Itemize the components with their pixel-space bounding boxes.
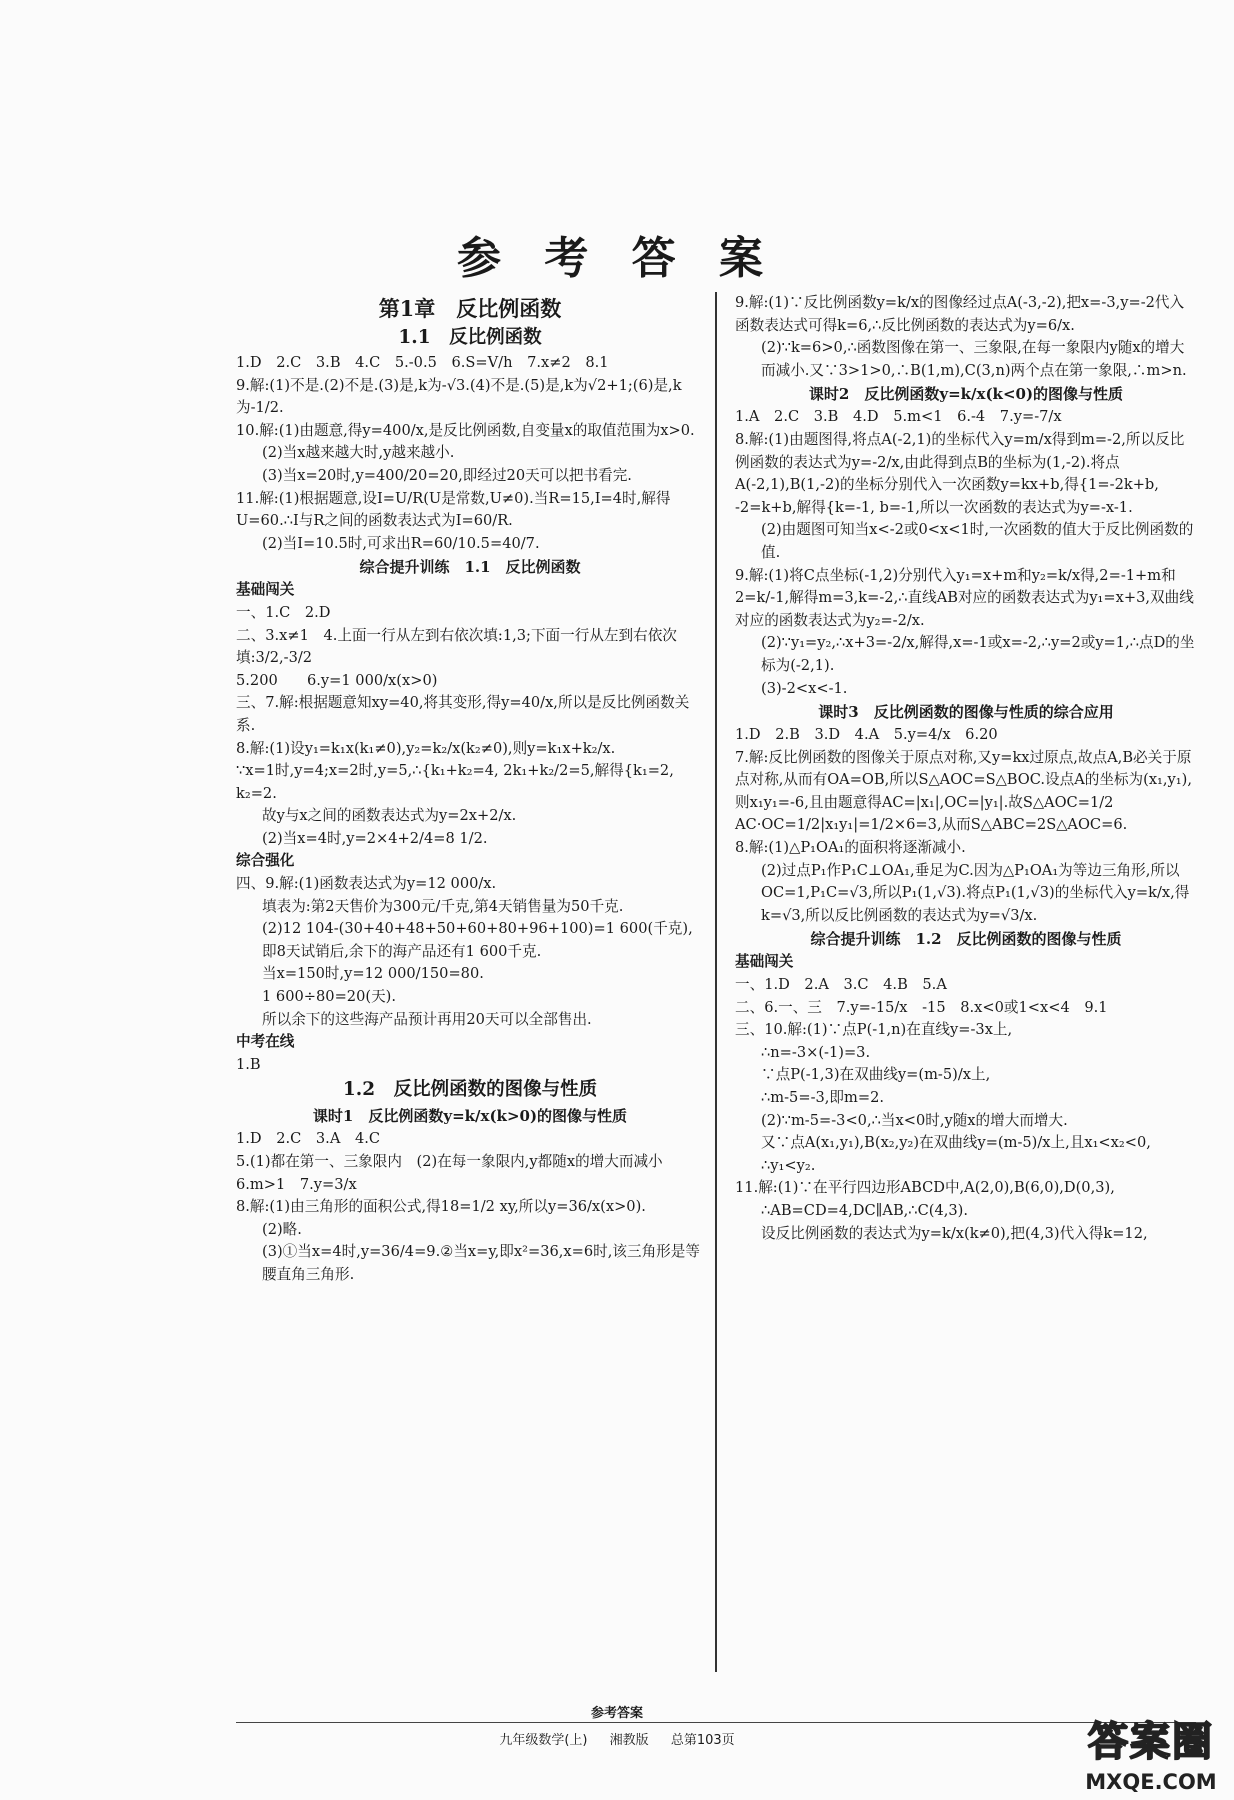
- subsection-label: 基础闯关: [236, 581, 295, 599]
- answer-line: 一、1.D 2.A 3.C 4.B 5.A: [735, 976, 947, 994]
- left-column: [236, 292, 704, 1287]
- answer-line: 8.解:(1)设y₁=k₁x(k₁≠0),y₂=k₂/x(k₂≠0),则y=k₁x+k₂/x.: [236, 739, 616, 757]
- section-heading: 1.1 反比例函数: [398, 327, 542, 348]
- right-column: [735, 292, 1197, 1245]
- footer-grade: 九年级数学(上): [499, 1733, 588, 1748]
- answer-line: ∵x=1时,y=4;x=2时,y=5,∴{k₁+k₂=4, 2k₁+k₂/2=5,解得{k₁=2, k₂=2.: [236, 762, 679, 802]
- answer-line: 设反比例函数的表达式为y=k/x(k≠0),把(4,3)代入得k=12,: [761, 1224, 1148, 1242]
- answer-line: 一、1.C 2.D: [236, 603, 331, 621]
- footer-rule: [236, 1722, 1196, 1723]
- answer-line: 1.A 2.C 3.B 4.D 5.m<1 6.-4 7.y=-7/x: [735, 408, 1062, 426]
- watermark-logo: [1076, 1714, 1226, 1794]
- column-divider: [715, 292, 717, 1672]
- answer-line: ∴y₁<y₂.: [761, 1156, 816, 1174]
- section-heading: 第1章 反比例函数: [378, 296, 562, 321]
- answer-line: (2)过点P₁作P₁C⊥OA₁,垂足为C.因为△P₁OA₁为等边三角形,所以OC=1,P₁C=√3,所以P₁(1,√3).将点P₁(1,√3)的坐标代入y=k/x,得k=√3,所以反比例函数的表达式为y=√3/x.: [761, 861, 1190, 924]
- answer-line: ∴m-5=-3,即m=2.: [761, 1089, 885, 1106]
- answer-line: (2)∵m-5=-3<0,∴当x<0时,y随x的增大而增大.: [761, 1111, 1068, 1129]
- answer-line: 10.解:(1)由题意,得y=400/x,是反比例函数,自变量x的取值范围为x>0.: [236, 421, 695, 439]
- answer-line: 二、6.一、三 7.y=-15/x -15 8.x<0或1<x<4 9.1: [735, 998, 1108, 1016]
- answer-line: 四、9.解:(1)函数表达式为y=12 000/x.: [236, 875, 497, 893]
- answer-line: 所以余下的这些海产品预计再用20天可以全部售出.: [262, 1010, 592, 1028]
- watermark-top: 答案圈: [1088, 1719, 1214, 1765]
- footer: [0, 1729, 1234, 1748]
- answer-line: 6.m>1 7.y=3/x: [236, 1175, 357, 1193]
- answer-line: (3)-2<x<-1.: [761, 679, 848, 697]
- answer-line: ∴AB=CD=4,DC∥AB,∴C(4,3).: [761, 1201, 968, 1219]
- subsection-label: 基础闯关: [735, 953, 794, 971]
- section-heading: 课时3 反比例函数的图像与性质的综合应用: [818, 703, 1114, 722]
- footer-edition: 湘教版: [609, 1733, 649, 1748]
- footer-page-number: 总第103页: [670, 1733, 735, 1748]
- section-heading: 课时1 反比例函数y=k/x(k>0)的图像与性质: [312, 1107, 628, 1126]
- answer-line: (3)①当x=4时,y=36/4=9.②当x=y,即x²=36,x=6时,该三角形是等腰直角三角形.: [262, 1243, 700, 1283]
- answer-line: 二、3.x≠1 4.上面一行从左到右依次填:1,3;下面一行从左到右依次填:3/2,-3/2: [236, 626, 677, 667]
- answer-line: (3)当x=20时,y=400/20=20,即经过20天可以把书看完.: [262, 466, 632, 484]
- answer-line: 5.200 6.y=1 000/x(x>0): [236, 671, 438, 689]
- answer-line: 11.解:(1)∵在平行四边形ABCD中,A(2,0),B(6,0),D(0,3),: [735, 1179, 1115, 1197]
- answer-line: 5.(1)都在第一、三象限内 (2)在每一象限内,y都随x的增大而减小: [236, 1153, 663, 1170]
- section-heading: 课时2 反比例函数y=k/x(k<0)的图像与性质: [808, 385, 1124, 404]
- answer-line: (2)当I=10.5时,可求出R=60/10.5=40/7.: [262, 534, 540, 552]
- answer-line: 7.解:反比例函数的图像关于原点对称,又y=kx过原点,故点A,B必关于原点对称,从而有OA=OB,所以S△AOC=S△BOC.设点A的坐标为(x₁,y₁),则x₁y₁=-6,且由题意得AC=|x₁|,OC=|y₁|.故S△AOC=1/2 AC·OC=1/2|x₁y₁|=1/2×6=3,从而S△ABC=2S△AOC=6.: [735, 748, 1192, 834]
- answer-line: 8.解:(1)由三角形的面积公式,得18=1/2 xy,所以y=36/x(x>0).: [236, 1198, 646, 1216]
- section-heading: 综合提升训练 1.2 反比例函数的图像与性质: [810, 930, 1122, 949]
- section-heading: 综合提升训练 1.1 反比例函数: [359, 558, 581, 577]
- watermark-bottom: MXQE.COM: [1085, 1770, 1217, 1794]
- answer-line: (2)由题图可知当x<-2或0<x<1时,一次函数的值大于反比例函数的值.: [761, 521, 1194, 561]
- footer-running-title: 参考答案: [590, 1706, 643, 1721]
- answer-line: 1.B: [236, 1055, 261, 1073]
- answer-line: 8.解:(1)由题图得,将点A(-2,1)的坐标代入y=m/x得到m=-2,所以反比例函数的表达式为y=-2/x,由此得到点B的坐标为(1,-2).将点A(-2,1),B(1,-2)的坐标分别代入一次函数y=kx+b,得{1=-2k+b, -2=k+b,解得{k=-1, b=-1,所以一次函数的表达式为y=-x-1.: [735, 430, 1185, 516]
- answer-line: 1.D 2.B 3.D 4.A 5.y=4/x 6.20: [735, 726, 998, 744]
- answer-line: 填表为:第2天售价为300元/千克,第4天销售量为50千克.: [262, 897, 624, 915]
- answer-line: (2)12 104-(30+40+48+50+60+80+96+100)=1 600(千克),即8天试销后,余下的海产品还有1 600千克.: [262, 920, 693, 960]
- answer-line: (2)∵y₁=y₂,∴x+3=-2/x,解得,x=-1或x=-2,∴y=2或y=1,∴点D的坐标为(-2,1).: [761, 634, 1195, 674]
- answer-line: ∵点P(-1,3)在双曲线y=(m-5)/x上,: [761, 1066, 991, 1084]
- answer-line: 1.D 2.C 3.B 4.C 5.-0.5 6.S=V/h 7.x≠2 8.1: [236, 354, 609, 371]
- answer-line: 8.解:(1)△P₁OA₁的面积将逐渐减小.: [735, 839, 966, 857]
- answer-line: 1 600÷80=20(天).: [262, 988, 396, 1006]
- section-heading: 1.2 反比例函数的图像与性质: [342, 1079, 598, 1101]
- answer-line: (2)当x越来越大时,y越来越小.: [262, 444, 455, 462]
- answer-line: 三、7.解:根据题意知xy=40,将其变形,得y=40/x,所以是反比例函数关系.: [236, 694, 690, 734]
- answer-line: 9.解:(1)将C点坐标(-1,2)分别代入y₁=x+m和y₂=k/x得,2=-1+m和2=k/-1,解得m=3,k=-2,∴直线AB对应的函数表达式为y₁=x+3,双曲线对应的函数表达式为y₂=-2/x.: [735, 566, 1194, 629]
- answer-line: 三、10.解:(1)∵点P(-1,n)在直线y=-3x上,: [735, 1021, 1013, 1039]
- answer-line: (2)当x=4时,y=2×4+2/4=8 1/2.: [262, 829, 488, 847]
- answer-line: 又∵点A(x₁,y₁),B(x₂,y₂)在双曲线y=(m-5)/x上,且x₁<x₂<0,: [761, 1134, 1151, 1152]
- answer-line: 1.D 2.C 3.A 4.C: [236, 1130, 381, 1148]
- subsection-label: 中考在线: [236, 1033, 295, 1051]
- answer-line: 9.解:(1)∵反比例函数y=k/x的图像经过点A(-3,-2),把x=-3,y=-2代入函数表达式可得k=6,∴反比例函数的表达式为y=6/x.: [735, 294, 1185, 334]
- answer-line: (2)略.: [262, 1220, 302, 1238]
- answer-line: 故y与x之间的函数表达式为y=2x+2/x.: [262, 807, 517, 825]
- answer-line: 11.解:(1)根据题意,设I=U/R(U是常数,U≠0).当R=15,I=4时,解得U=60.∴I与R之间的函数表达式为I=60/R.: [236, 489, 671, 530]
- answer-line: 9.解:(1)不是.(2)不是.(3)是,k为-√3.(4)不是.(5)是,k为√2+1;(6)是,k为-1/2.: [236, 376, 682, 417]
- answer-line: (2)∵k=6>0,∴函数图像在第一、三象限,在每一象限内y随x的增大而减小.又∵3>1>0,∴B(1,m),C(3,n)两个点在第一象限,∴m>n.: [761, 339, 1187, 379]
- answer-line: 当x=150时,y=12 000/150=80.: [262, 965, 484, 983]
- page-title: 参 考 答 案: [457, 233, 777, 284]
- subsection-label: 综合强化: [236, 852, 295, 870]
- answer-line: ∴n=-3×(-1)=3.: [761, 1043, 871, 1061]
